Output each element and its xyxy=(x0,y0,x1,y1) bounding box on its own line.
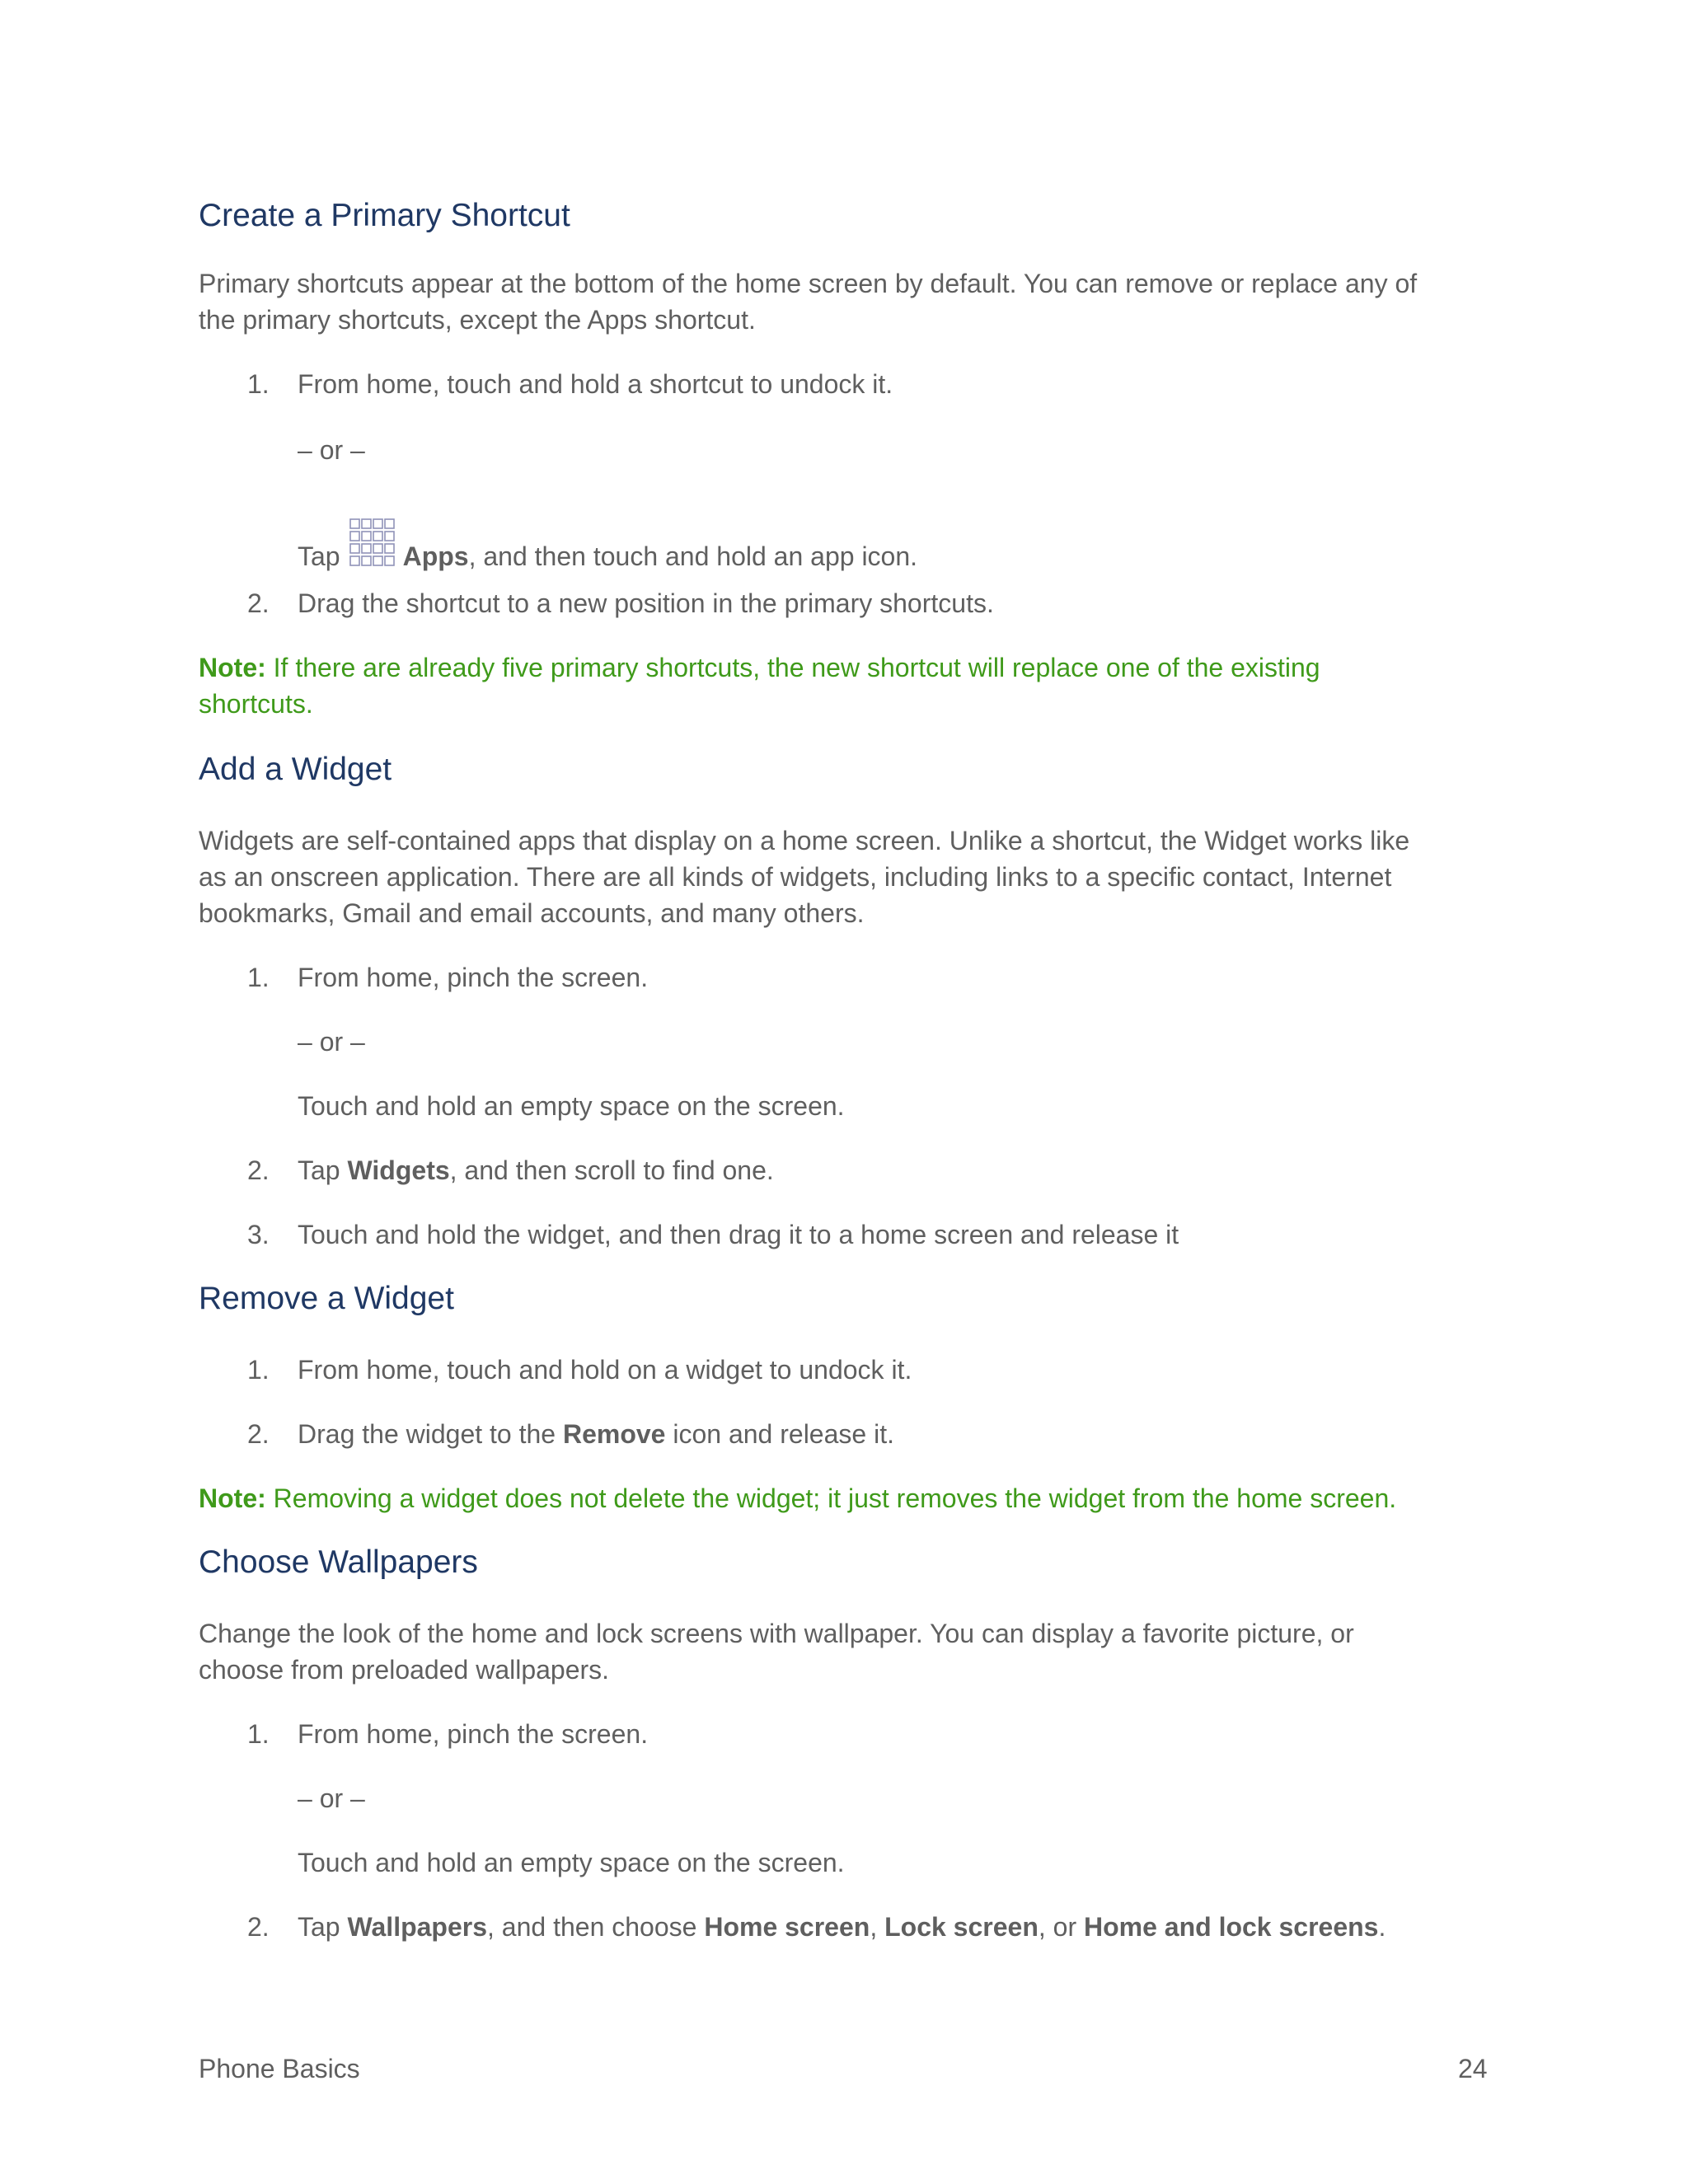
step-text: From home, pinch the screen. xyxy=(298,1719,649,1749)
step-number: 2. xyxy=(247,1155,270,1185)
step-text: Touch and hold an empty space on the screen. xyxy=(298,1848,845,1877)
note xyxy=(199,1480,1501,1516)
section-heading: Add a Widget xyxy=(199,752,392,787)
step-number: 2. xyxy=(247,1912,270,1942)
note-text: Removing a widget does not delete the widget; it just removes the widget from the home screen. xyxy=(265,1483,1397,1513)
page-number: 24 xyxy=(1458,2054,1488,2083)
paragraph-line: choose from preloaded wallpapers. xyxy=(199,1655,610,1685)
paragraph-line: as an onscreen application. There are all kinds of widgets, including links to a specific contact, Internet xyxy=(199,862,1392,892)
note-label: Note: xyxy=(199,1483,266,1513)
step-text-rest: , and then touch and hold an app icon. xyxy=(468,541,918,571)
note-label: Note: xyxy=(199,653,266,682)
bold-term: Wallpapers xyxy=(347,1912,488,1942)
step-number: 1. xyxy=(247,369,270,399)
note-line: shortcuts. xyxy=(199,689,313,719)
step-number: 3. xyxy=(247,1220,270,1249)
or-separator: – or – xyxy=(298,1783,365,1813)
step-text-part: , and then choose xyxy=(487,1912,705,1942)
step-text-pre: Tap xyxy=(298,1155,348,1185)
footer-section-title: Phone Basics xyxy=(199,2054,360,2083)
bold-term: Home screen xyxy=(704,1912,870,1942)
bold-term: Widgets xyxy=(347,1155,450,1185)
step-text: Touch and hold an empty space on the screen. xyxy=(298,1091,845,1121)
tap-word: Tap xyxy=(298,541,340,571)
step-text-part: , xyxy=(870,1912,885,1942)
bold-term: Remove xyxy=(562,1419,666,1449)
step-text-part: . xyxy=(1378,1912,1386,1942)
apps-grid-icon xyxy=(349,518,398,569)
bold-term: Lock screen xyxy=(884,1912,1039,1942)
step-text: Drag the shortcut to a new position in the primary shortcuts. xyxy=(298,588,994,618)
paragraph-line: Widgets are self-contained apps that display on a home screen. Unlike a shortcut, the Widget works like xyxy=(199,826,1410,855)
step-number: 1. xyxy=(247,1355,270,1385)
or-separator: – or – xyxy=(298,435,365,465)
step-text-rest: icon and release it. xyxy=(665,1419,894,1449)
step-text xyxy=(298,1416,894,1452)
note-text: If there are already five primary shortcuts, the new shortcut will replace one of the existing xyxy=(265,653,1320,682)
step-number: 1. xyxy=(247,1719,270,1749)
section-heading: Choose Wallpapers xyxy=(199,1544,478,1580)
paragraph-line: bookmarks, Gmail and email accounts, and many others. xyxy=(199,898,865,928)
step-number: 2. xyxy=(247,1419,270,1449)
step-number: 1. xyxy=(247,963,270,992)
step-text xyxy=(298,518,917,574)
step-text: From home, touch and hold a shortcut to undock it. xyxy=(298,369,893,399)
section-heading: Create a Primary Shortcut xyxy=(199,198,570,233)
section-heading: Remove a Widget xyxy=(199,1281,454,1316)
bold-term: Apps xyxy=(402,541,469,571)
paragraph-line: Primary shortcuts appear at the bottom of the home screen by default. You can remove or replace any of xyxy=(199,269,1418,298)
note xyxy=(199,649,1501,686)
paragraph-line: Change the look of the home and lock screens with wallpaper. You can display a favorite picture, or xyxy=(199,1619,1354,1648)
step-text xyxy=(298,1152,774,1188)
step-text: From home, pinch the screen. xyxy=(298,963,649,992)
step-text-rest: , and then scroll to find one. xyxy=(449,1155,774,1185)
bold-term: Home and lock screens xyxy=(1083,1912,1379,1942)
step-text-part: , or xyxy=(1038,1912,1084,1942)
step-text-pre: Drag the widget to the xyxy=(298,1419,563,1449)
or-separator: – or – xyxy=(298,1027,365,1057)
step-number: 2. xyxy=(247,588,270,618)
step-text: Touch and hold the widget, and then drag it to a home screen and release it xyxy=(298,1220,1179,1249)
paragraph-line: the primary shortcuts, except the Apps shortcut. xyxy=(199,305,756,335)
step-text-pre: Tap xyxy=(298,1912,348,1942)
step-text: From home, touch and hold on a widget to undock it. xyxy=(298,1355,912,1385)
step-text xyxy=(298,1909,1386,1945)
